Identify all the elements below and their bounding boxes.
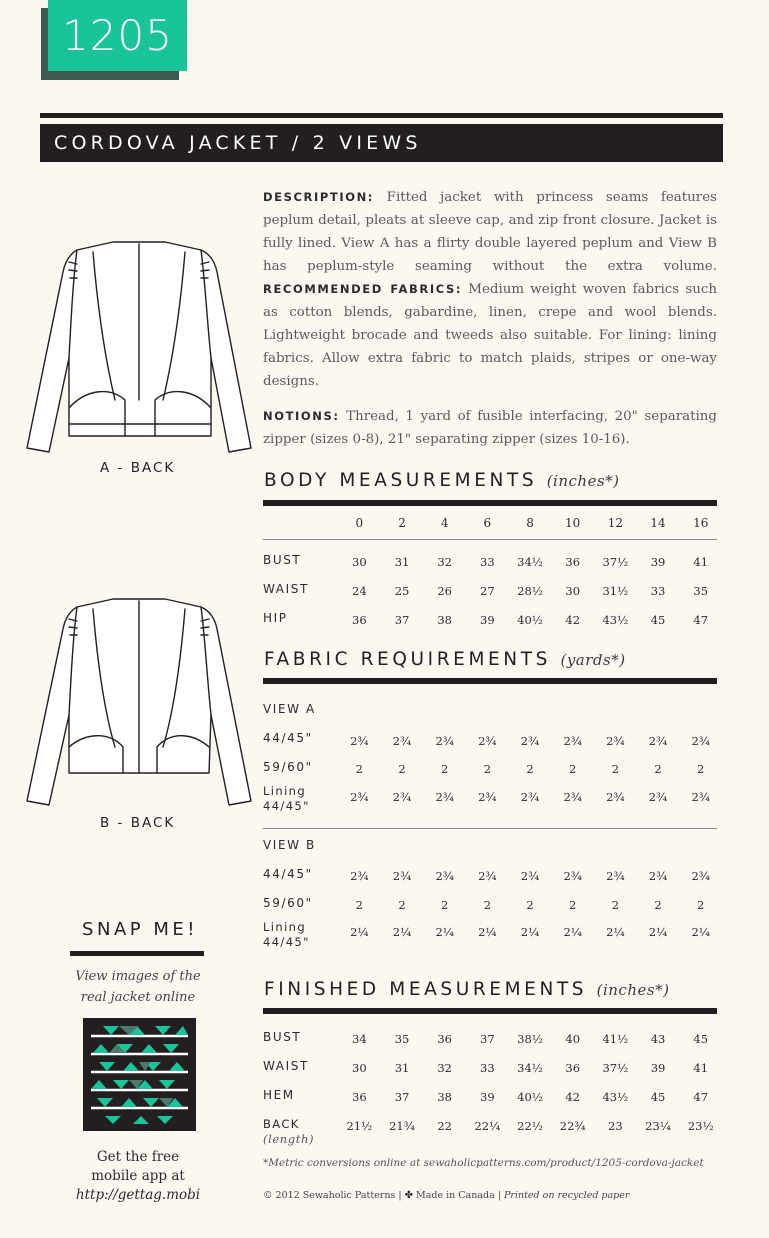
body-measurements-title [264,470,620,491]
finished-bust-label: BUST [263,1030,302,1044]
table-row [338,1119,722,1133]
body-measurements-rule [263,500,717,506]
table-cell: 2 [526,762,534,776]
body-waist-label: WAIST [263,582,309,596]
table-row [338,790,722,804]
description-paragraph [263,186,717,393]
table-cell: 31½ [602,584,629,598]
app-promo [62,1148,214,1205]
table-cell: 33 [480,1061,495,1075]
table-cell: 33 [480,555,495,569]
table-cell: 2¾ [520,734,540,748]
table-cell: 2¾ [648,734,668,748]
table-cell: 2¾ [563,790,582,804]
snap-me-text [62,966,214,1008]
table-cell: 36 [437,1032,452,1046]
table-row [338,898,722,912]
table-cell: 34 [352,1032,367,1046]
table-cell: 45 [650,1090,666,1104]
size-cell: 4 [440,516,449,530]
pattern-title: CORDOVA JACKET / 2 VIEWS [40,124,723,162]
table-cell: 47 [693,1090,709,1104]
table-cell: 2¼ [478,925,497,939]
table-cell: 2¾ [350,734,369,748]
lining-label-line1: Lining [263,784,307,798]
size-header-divider [263,539,717,540]
table-cell: 2 [441,898,449,912]
pattern-number-badge: 1205 [48,0,187,71]
table-cell: 25 [394,584,410,598]
finished-measurements-rule [263,1008,717,1014]
table-cell: 2¼ [563,925,582,939]
table-cell: 28½ [517,584,543,598]
table-row [338,925,722,939]
table-cell: 2¾ [478,869,497,883]
lining-label-line1: Lining [263,920,307,934]
table-cell: 41 [693,1061,709,1075]
table-cell: 38 [437,1090,452,1104]
table-cell: 24 [352,584,367,598]
table-cell: 37½ [602,1061,629,1075]
table-cell: 23 [608,1119,623,1133]
table-cell: 2¼ [606,925,625,939]
table-cell: 36 [352,1090,367,1104]
table-cell: 37½ [602,555,629,569]
app-line1: Get the free [96,1149,180,1165]
size-cell: 10 [565,516,581,530]
table-cell: 2¾ [392,790,412,804]
table-row [338,1061,722,1075]
table-cell: 42 [565,613,581,627]
footer-copyright: © 2012 Sewaholic Patterns [263,1190,396,1201]
table-cell: 21½ [346,1119,373,1133]
view-b-fabric-label: VIEW B [263,838,316,852]
table-cell: 47 [693,613,709,627]
table-cell: 22½ [517,1119,543,1133]
table-cell: 2¾ [392,734,412,748]
table-row [338,555,722,569]
table-cell: 2¼ [392,925,412,939]
table-cell: 40 [565,1032,581,1046]
table-cell: 2 [398,762,406,776]
size-cell: 14 [650,516,666,530]
back-label: BACK [263,1117,300,1131]
table-cell: 2¼ [648,925,668,939]
body-measurements-unit: (inches*) [546,472,620,490]
view-b-back-illustration [25,597,253,812]
table-cell: 36 [352,613,367,627]
table-cell: 2¾ [478,790,497,804]
lining-label-line2: 44/45" [263,935,310,949]
table-cell: 33 [650,584,666,598]
table-cell: 2¼ [520,925,540,939]
table-cell: 2 [483,898,492,912]
table-cell: 39 [650,1061,666,1075]
table-cell: 26 [437,584,452,598]
table-cell: 2¾ [392,869,412,883]
table-cell: 32 [437,1061,452,1075]
table-cell: 2¾ [606,869,625,883]
table-cell: 30 [352,555,367,569]
size-cell: 0 [355,516,364,530]
table-cell: 30 [565,584,581,598]
size-cell: 2 [398,516,406,530]
table-cell: 42 [565,1090,581,1104]
size-cell: 12 [607,516,623,530]
tag-code-icon[interactable] [83,1018,196,1131]
app-link[interactable]: http://gettag.mobi [75,1187,201,1203]
table-cell: 2¾ [691,734,710,748]
table-cell: 36 [565,555,581,569]
view-a-back-illustration [25,240,253,455]
table-cell: 2¾ [520,790,540,804]
table-cell: 39 [650,555,666,569]
description-text: Fitted jacket with princess seams features peplum detail, pleats at sleeve cap, and zip front closure. Jacket is fully lined. View A has a flirty double layered peplum and View B has peplum-style seaming without the extra volume. [263,190,717,274]
table-cell: 23½ [687,1119,714,1133]
lining-label-line2: 44/45" [263,799,310,813]
table-cell: 2 [398,898,406,912]
view-a-lining-label [263,784,310,814]
table-cell: 2¼ [435,925,454,939]
finished-measurements-title [264,979,669,1000]
finished-back-label [263,1117,314,1147]
table-cell: 2¼ [691,925,710,939]
finished-hem-label: HEM [263,1088,295,1102]
size-cell: 6 [483,516,492,530]
table-cell: 38 [437,613,452,627]
fabrics-label: RECOMMENDED FABRICS: [263,282,463,296]
table-row [338,734,722,748]
table-cell: 2 [441,762,449,776]
view-b-width-44-label: 44/45" [263,867,313,881]
table-cell: 2 [483,762,492,776]
table-cell: 31 [394,1061,410,1075]
table-cell: 2¾ [606,790,625,804]
description-label: DESCRIPTION: [263,190,375,204]
table-cell: 2¾ [478,734,497,748]
fabrics-text: Medium weight woven fabrics such as cotton blends, gabardine, linen, crepe and wool blends. Lightweight brocade and tweeds also suitable. For lining: lining fabrics. Allow extra fabric to match plaids, stripes or one-way designs. [263,282,717,389]
body-measurements-heading: BODY MEASUREMENTS [264,470,538,491]
table-cell: 27 [480,584,495,598]
table-row [338,613,722,627]
fabric-requirements-heading: FABRIC REQUIREMENTS [264,649,551,670]
table-cell: 2¾ [691,869,710,883]
table-cell: 2 [611,762,620,776]
table-cell: 21¾ [389,1119,415,1133]
table-cell: 45 [693,1032,709,1046]
notions-label: NOTIONS: [263,409,340,423]
table-cell: 2¾ [520,869,540,883]
snap-text-line2: real jacket online [80,990,196,1005]
body-hip-label: HIP [263,611,288,625]
table-cell: 41 [693,555,709,569]
notions-paragraph [263,405,717,451]
table-cell: 35 [693,584,709,598]
table-cell: 37 [480,1032,495,1046]
size-header-row [338,516,722,530]
fabric-requirements-title [264,649,626,670]
table-cell: 37 [394,613,410,627]
table-cell: 34½ [517,1061,543,1075]
table-cell: 2 [697,898,705,912]
table-cell: 2¾ [350,790,369,804]
table-cell: 32 [437,555,452,569]
table-cell: 39 [480,613,495,627]
table-cell: 2¾ [435,734,454,748]
table-cell: 39 [480,1090,495,1104]
table-cell: 23¼ [645,1119,671,1133]
table-cell: 37 [394,1090,410,1104]
view-b-width-59-label: 59/60" [263,896,313,910]
maple-leaf-icon: ✤ [404,1190,413,1201]
table-cell: 30 [352,1061,367,1075]
table-row [338,869,722,883]
footer-made-in: Made in Canada [416,1190,495,1201]
table-cell: 2¾ [648,869,668,883]
table-row [338,1032,722,1046]
fabric-requirements-unit: (yards*) [560,651,626,669]
body-bust-label: BUST [263,553,302,567]
table-cell: 2¾ [606,734,625,748]
finished-waist-label: WAIST [263,1059,309,1073]
table-row [338,762,722,776]
table-cell: 36 [565,1061,581,1075]
table-cell: 2 [526,898,534,912]
table-cell: 45 [650,613,666,627]
table-cell: 43½ [602,1090,629,1104]
table-row [338,1090,722,1104]
table-cell: 22¾ [559,1119,586,1133]
header-rule [40,113,723,118]
table-cell: 22¼ [474,1119,501,1133]
notions-text: Thread, 1 yard of fusible interfacing, 20" separating zipper (sizes 0-8), 21" separating zipper (sizes 10-16). [263,409,717,447]
view-a-fabric-label: VIEW A [263,702,316,716]
view-a-label: A - BACK [100,460,176,476]
size-cell: 16 [693,516,709,530]
table-cell: 2¾ [350,869,369,883]
snap-me-title: SNAP ME! [82,919,198,940]
table-cell: 22 [437,1119,452,1133]
table-cell: 41½ [602,1032,629,1046]
snap-me-rule [70,951,204,956]
finished-measurements-heading: FINISHED MEASUREMENTS [264,979,588,1000]
table-cell: 35 [394,1032,410,1046]
table-cell: 38½ [517,1032,543,1046]
table-cell: 2 [611,898,620,912]
table-cell: 2 [355,762,363,776]
table-cell: 43½ [602,613,629,627]
fabric-requirements-rule [263,678,717,684]
table-cell: 40½ [517,613,543,627]
table-cell: 2 [654,898,662,912]
view-divider [263,828,717,829]
table-row [338,584,722,598]
back-sublabel: (length) [263,1132,315,1146]
table-cell: 2¾ [435,790,454,804]
table-cell: 40½ [517,1090,543,1104]
table-cell: 31 [394,555,410,569]
view-b-lining-label [263,920,310,950]
table-cell: 2¼ [350,925,369,939]
snap-text-line1: View images of the [75,969,201,984]
app-line2: mobile app at [91,1168,185,1184]
table-cell: 2¾ [435,869,454,883]
table-cell: 2 [355,898,363,912]
table-cell: 2 [569,898,577,912]
view-a-width-59-label: 59/60" [263,760,313,774]
table-cell: 43 [650,1032,666,1046]
table-cell: 2 [569,762,577,776]
table-cell: 2¾ [648,790,668,804]
footer-printed: Printed on recycled paper [504,1190,630,1201]
view-b-label: B - BACK [100,815,176,831]
finished-measurements-unit: (inches*) [596,981,670,999]
table-cell: 2¾ [563,869,582,883]
size-cell: 8 [526,516,534,530]
table-cell: 2 [654,762,662,776]
table-cell: 2 [697,762,705,776]
table-cell: 2¾ [691,790,710,804]
footer: © 2012 Sewaholic Patterns | ✤ Made in Canada | Printed on recycled paper [263,1190,630,1201]
table-cell: 34½ [517,555,543,569]
metric-footnote: *Metric conversions online at sewaholicpatterns.com/product/1205-cordova-jacket [263,1157,704,1169]
pattern-description [263,186,717,451]
view-a-width-44-label: 44/45" [263,731,313,745]
table-cell: 2¾ [563,734,582,748]
